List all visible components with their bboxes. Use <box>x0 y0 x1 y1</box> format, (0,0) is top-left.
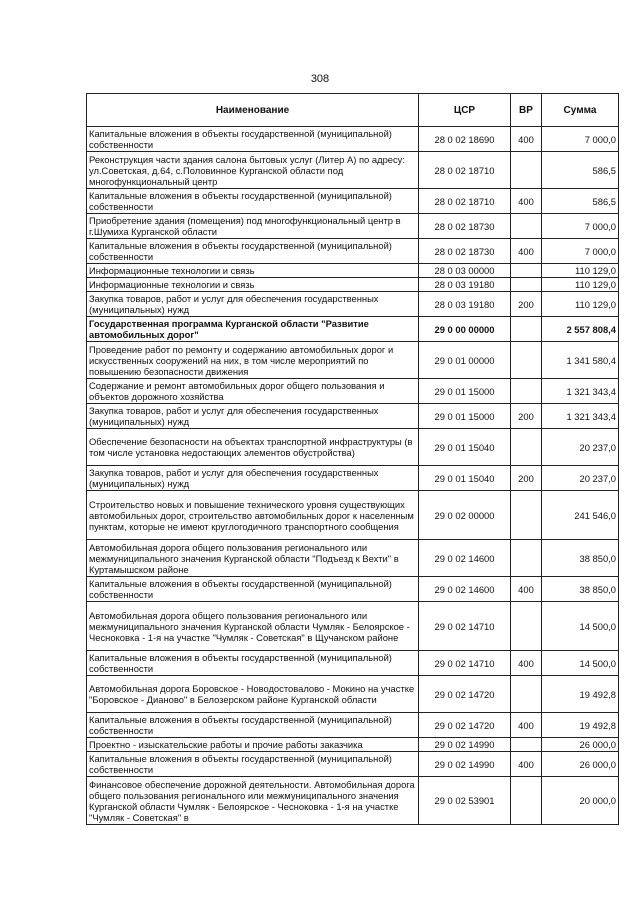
row-name-cell: Государственная программа Курганской области "Развитие автомобильных дорог" <box>87 317 419 342</box>
row-name-cell: Реконструкция части здания салона бытовых услуг (Литер А) по адресу: ул.Советская, д.64, с.Половинное Курганской области под многофункциональный центр <box>87 152 419 189</box>
row-name-cell: Строительство новых и повышение технического уровня существующих автомобильных дорог, строительство автомобильных дорог к населенным пунктам, которые не имеют круглогодичного транспортного сообщения <box>87 491 419 540</box>
row-sum-cell: 19 492,8 <box>542 676 619 713</box>
row-sum-cell: 38 850,0 <box>542 540 619 577</box>
row-vr-cell: 200 <box>511 404 542 429</box>
row-vr-cell <box>511 676 542 713</box>
header-sum: Сумма <box>542 94 619 127</box>
row-name-cell: Закупка товаров, работ и услуг для обеспечения государственных (муниципальных) нужд <box>87 404 419 429</box>
row-name-cell: Информационные технологии и связь <box>87 264 419 278</box>
table-row <box>87 404 619 429</box>
row-name-cell: Финансовое обеспечение дорожной деятельности. Автомобильная дорога общего пользования регионального или межмуниципального значения Курганской области Чумляк - Белоярское - Чесноковка - 1-я на участке "Чумляк - Советская" в <box>87 777 419 825</box>
row-vr-cell <box>511 602 542 651</box>
table-row <box>87 752 619 777</box>
page-number: 308 <box>310 73 330 85</box>
table-row <box>87 738 619 752</box>
row-vr-cell: 400 <box>511 752 542 777</box>
row-sum-cell: 1 321 343,4 <box>542 379 619 404</box>
row-sum-cell: 14 500,0 <box>542 602 619 651</box>
table-header-row <box>87 94 619 127</box>
row-name-cell: Капитальные вложения в объекты государственной (муниципальной) собственности <box>87 577 419 602</box>
row-csr-cell: 29 0 01 15040 <box>419 466 511 491</box>
row-name-cell: Капитальные вложения в объекты государственной (муниципальной) собственности <box>87 752 419 777</box>
row-sum-cell: 19 492,8 <box>542 713 619 738</box>
row-vr-cell: 200 <box>511 466 542 491</box>
row-csr-cell: 28 0 02 18710 <box>419 189 511 214</box>
table-row <box>87 429 619 466</box>
row-name-cell: Автомобильная дорога Боровское - Новодостовалово - Мокино на участке "Боровское - Дианово" в Белозерском районе Курганской области <box>87 676 419 713</box>
row-name-cell: Капитальные вложения в объекты государственной (муниципальной) собственности <box>87 651 419 676</box>
row-sum-cell: 26 000,0 <box>542 738 619 752</box>
row-vr-cell <box>511 214 542 239</box>
row-csr-cell: 29 0 02 14600 <box>419 540 511 577</box>
table-row <box>87 651 619 676</box>
row-vr-cell <box>511 540 542 577</box>
row-csr-cell: 29 0 02 14710 <box>419 602 511 651</box>
row-vr-cell: 400 <box>511 189 542 214</box>
row-csr-cell: 29 0 02 00000 <box>419 491 511 540</box>
row-name-cell: Капитальные вложения в объекты государственной (муниципальной) собственности <box>87 189 419 214</box>
row-csr-cell: 29 0 01 15040 <box>419 429 511 466</box>
table-row <box>87 264 619 278</box>
row-name-cell: Проектно - изыскательские работы и прочие работы заказчика <box>87 738 419 752</box>
table-row <box>87 127 619 152</box>
row-sum-cell: 1 321 343,4 <box>542 404 619 429</box>
row-sum-cell: 586,5 <box>542 189 619 214</box>
row-name-cell: Информационные технологии и связь <box>87 278 419 292</box>
row-vr-cell: 400 <box>511 651 542 676</box>
header-name: Наименование <box>87 94 419 127</box>
row-name-cell: Содержание и ремонт автомобильных дорог общего пользования и объектов дорожного хозяйства <box>87 379 419 404</box>
row-sum-cell: 7 000,0 <box>542 239 619 264</box>
table-row <box>87 292 619 317</box>
row-name-cell: Капитальные вложения в объекты государственной (муниципальной) собственности <box>87 239 419 264</box>
row-csr-cell: 29 0 02 14600 <box>419 577 511 602</box>
table-row <box>87 466 619 491</box>
header-csr: ЦСР <box>419 94 511 127</box>
row-csr-cell: 29 0 02 14990 <box>419 752 511 777</box>
row-csr-cell: 28 0 02 18690 <box>419 127 511 152</box>
row-name-cell: Закупка товаров, работ и услуг для обеспечения государственных (муниципальных) нужд <box>87 466 419 491</box>
row-csr-cell: 29 0 01 00000 <box>419 342 511 379</box>
row-csr-cell: 28 0 03 19180 <box>419 292 511 317</box>
row-vr-cell <box>511 429 542 466</box>
row-sum-cell: 1 341 580,4 <box>542 342 619 379</box>
row-sum-cell: 110 129,0 <box>542 264 619 278</box>
row-csr-cell: 29 0 02 14720 <box>419 713 511 738</box>
row-name-cell: Автомобильная дорога общего пользования регионального или межмуниципального значения Курганской области Чумляк - Белоярское - Чесноковка - 1-я на участке "Чумляк - Советская" в Щучанском районе <box>87 602 419 651</box>
row-sum-cell: 7 000,0 <box>542 214 619 239</box>
row-vr-cell <box>511 342 542 379</box>
table-body <box>87 127 619 825</box>
table-row <box>87 342 619 379</box>
table-row <box>87 713 619 738</box>
row-vr-cell <box>511 278 542 292</box>
row-vr-cell: 400 <box>511 713 542 738</box>
row-sum-cell: 20 000,0 <box>542 777 619 825</box>
table-row <box>87 676 619 713</box>
row-name-cell: Проведение работ по ремонту и содержанию автомобильных дорог и искусственных сооружений на них, в том числе мероприятий по повышению безопасности движения <box>87 342 419 379</box>
row-csr-cell: 28 0 02 18730 <box>419 214 511 239</box>
row-name-cell: Автомобильная дорога общего пользования регионального или межмуниципального значения Курганской области "Подъезд к Вехти" в Куртамышском районе <box>87 540 419 577</box>
row-csr-cell: 29 0 00 00000 <box>419 317 511 342</box>
row-csr-cell: 28 0 02 18730 <box>419 239 511 264</box>
row-csr-cell: 29 0 02 14720 <box>419 676 511 713</box>
row-vr-cell: 400 <box>511 239 542 264</box>
row-vr-cell <box>511 491 542 540</box>
header-vr: ВР <box>511 94 542 127</box>
row-csr-cell: 28 0 03 19180 <box>419 278 511 292</box>
row-vr-cell <box>511 264 542 278</box>
row-sum-cell: 38 850,0 <box>542 577 619 602</box>
budget-table <box>86 93 619 825</box>
table-row <box>87 491 619 540</box>
row-sum-cell: 20 237,0 <box>542 466 619 491</box>
row-vr-cell: 400 <box>511 127 542 152</box>
table-row <box>87 602 619 651</box>
row-sum-cell: 7 000,0 <box>542 127 619 152</box>
table-row <box>87 379 619 404</box>
table-row <box>87 214 619 239</box>
row-csr-cell: 28 0 03 00000 <box>419 264 511 278</box>
table-row <box>87 278 619 292</box>
row-sum-cell: 110 129,0 <box>542 278 619 292</box>
row-vr-cell: 400 <box>511 577 542 602</box>
row-vr-cell: 200 <box>511 292 542 317</box>
row-name-cell: Закупка товаров, работ и услуг для обеспечения государственных (муниципальных) нужд <box>87 292 419 317</box>
row-sum-cell: 20 237,0 <box>542 429 619 466</box>
row-name-cell: Обеспечение безопасности на объектах транспортной инфраструктуры (в том числе установка недостающих элементов обустройства) <box>87 429 419 466</box>
row-vr-cell <box>511 738 542 752</box>
row-sum-cell: 110 129,0 <box>542 292 619 317</box>
table-row <box>87 152 619 189</box>
row-vr-cell <box>511 152 542 189</box>
row-csr-cell: 29 0 01 15000 <box>419 379 511 404</box>
row-name-cell: Приобретение здания (помещения) под многофункциональный центр в г.Шумиха Курганской области <box>87 214 419 239</box>
row-csr-cell: 29 0 02 14710 <box>419 651 511 676</box>
row-sum-cell: 2 557 808,4 <box>542 317 619 342</box>
row-csr-cell: 29 0 01 15000 <box>419 404 511 429</box>
row-csr-cell: 28 0 02 18710 <box>419 152 511 189</box>
row-sum-cell: 26 000,0 <box>542 752 619 777</box>
row-csr-cell: 29 0 02 14990 <box>419 738 511 752</box>
table-row <box>87 317 619 342</box>
row-vr-cell <box>511 777 542 825</box>
row-vr-cell <box>511 317 542 342</box>
row-sum-cell: 14 500,0 <box>542 651 619 676</box>
row-csr-cell: 29 0 02 53901 <box>419 777 511 825</box>
table-row <box>87 777 619 825</box>
row-name-cell: Капитальные вложения в объекты государственной (муниципальной) собственности <box>87 713 419 738</box>
row-vr-cell <box>511 379 542 404</box>
row-sum-cell: 586,5 <box>542 152 619 189</box>
table-row <box>87 577 619 602</box>
table-row <box>87 239 619 264</box>
table-row <box>87 189 619 214</box>
table-row <box>87 540 619 577</box>
row-sum-cell: 241 546,0 <box>542 491 619 540</box>
row-name-cell: Капитальные вложения в объекты государственной (муниципальной) собственности <box>87 127 419 152</box>
